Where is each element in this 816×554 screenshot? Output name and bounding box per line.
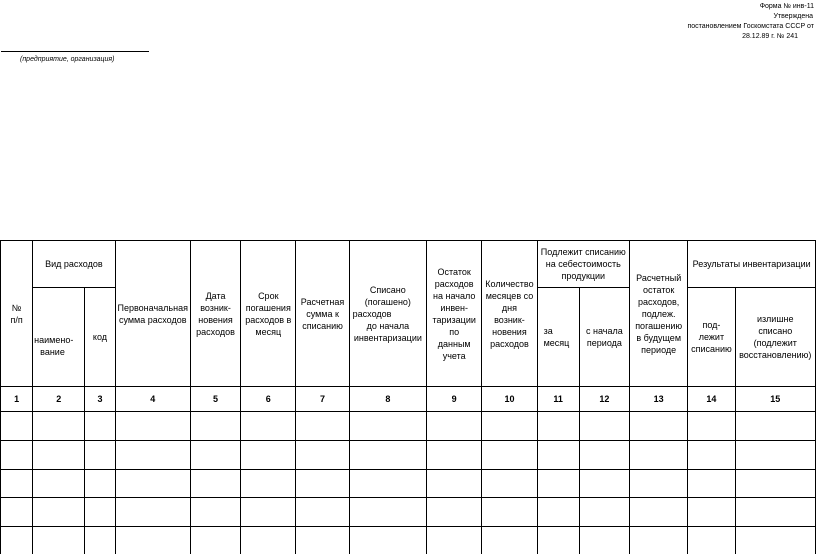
table-cell[interactable] (735, 470, 815, 498)
table-cell[interactable] (630, 527, 688, 554)
column-number: 12 (579, 387, 629, 412)
table-row (1, 470, 816, 498)
header-text: периоде (641, 344, 677, 355)
decree-line-2: 28.12.89 г. № 241 (742, 33, 798, 40)
header-text: возник- (200, 302, 231, 313)
column-number: 14 (688, 387, 735, 412)
header-text: расходов (196, 326, 235, 337)
header-text: наимено- (34, 335, 74, 345)
table-cell[interactable] (190, 412, 240, 441)
table-cell[interactable] (1, 470, 33, 498)
header-text: периода (586, 338, 622, 348)
header-expense-type: Вид расходов (33, 241, 115, 288)
table-cell[interactable] (579, 441, 629, 470)
table-cell[interactable] (1, 441, 33, 470)
table-cell[interactable] (688, 441, 735, 470)
table-cell[interactable] (482, 412, 537, 441)
header-text: расходов (352, 308, 392, 319)
header-text: п/п (10, 314, 23, 325)
header-text: таризации (432, 314, 476, 325)
header-to-be-written-off (688, 288, 735, 387)
header-text: Списано (369, 284, 406, 295)
header-initial-amount (115, 241, 190, 387)
column-numbers-row (1, 387, 816, 412)
header-text: излишне (757, 314, 794, 324)
table-cell[interactable] (33, 498, 85, 527)
header-subject-to-writeoff (537, 241, 629, 288)
header-text: списанию (691, 344, 732, 354)
table-cell[interactable] (482, 470, 537, 498)
column-number: 8 (349, 387, 426, 412)
header-repayment-term (241, 241, 296, 387)
table-cell[interactable] (33, 441, 85, 470)
table-cell[interactable] (115, 412, 190, 441)
header-text: Подлежит списанию (540, 247, 626, 257)
header-text: в будущем (636, 332, 682, 343)
table-cell[interactable] (33, 412, 85, 441)
table-cell[interactable] (85, 441, 115, 470)
header-text: погашению (635, 320, 683, 331)
table-cell[interactable] (579, 498, 629, 527)
table-cell[interactable] (115, 470, 190, 498)
header-written-off-before (349, 241, 426, 387)
header-text: погашения (245, 302, 291, 313)
header-text: расходов в (245, 314, 292, 325)
table-cell[interactable] (630, 470, 688, 498)
header-row-number (1, 241, 33, 387)
table-cell[interactable] (688, 498, 735, 527)
table-cell[interactable] (482, 441, 537, 470)
table-cell[interactable] (630, 412, 688, 441)
header-balance-at-start (427, 241, 482, 387)
header-text: списано (758, 326, 793, 336)
table-cell[interactable] (85, 527, 115, 554)
header-text: (подлежит (753, 338, 797, 348)
table-cell[interactable] (537, 498, 579, 527)
table-cell[interactable] (630, 441, 688, 470)
table-cell[interactable] (735, 527, 815, 554)
table-cell[interactable] (190, 498, 240, 527)
header-text: по (449, 326, 460, 337)
table-cell[interactable] (735, 412, 815, 441)
table-cell[interactable] (537, 441, 579, 470)
table-cell[interactable] (579, 527, 629, 554)
header-text: Остаток (437, 266, 471, 277)
table-cell[interactable] (579, 412, 629, 441)
table-row (1, 498, 816, 527)
table-cell[interactable] (427, 470, 482, 498)
header-text: данным (437, 338, 471, 349)
header-text: вание (40, 347, 65, 357)
table-cell[interactable] (296, 498, 349, 527)
header-text: расходов (490, 338, 529, 349)
header-text: новения (198, 314, 233, 325)
header-months-count (482, 241, 537, 387)
column-number: 13 (630, 387, 688, 412)
table-cell[interactable] (349, 412, 426, 441)
column-number: 2 (33, 387, 85, 412)
header-overly-written-off (735, 288, 815, 387)
table-cell[interactable] (85, 470, 115, 498)
table-row (1, 412, 816, 441)
table-cell[interactable] (241, 441, 296, 470)
header-text: Дата (205, 290, 226, 301)
table-cell[interactable] (427, 527, 482, 554)
header-text: новения (492, 326, 527, 337)
header-text: остаток (643, 284, 675, 295)
table-cell[interactable] (688, 412, 735, 441)
table-cell[interactable] (688, 527, 735, 554)
header-text: инвен- (440, 302, 468, 313)
table-cell[interactable] (296, 412, 349, 441)
header-estimated-balance (630, 241, 688, 387)
table-cell[interactable] (241, 498, 296, 527)
decree-line-1: постановлением Госкомстата СССР от (687, 23, 814, 30)
column-number: 15 (735, 387, 815, 412)
table-cell[interactable] (349, 441, 426, 470)
header-text: Количество (485, 278, 534, 289)
table-cell[interactable] (579, 470, 629, 498)
header-text: с начала (586, 326, 623, 336)
table-cell[interactable] (296, 441, 349, 470)
approval-label: Утверждена (773, 13, 813, 20)
table-cell[interactable] (115, 498, 190, 527)
table-cell[interactable] (85, 412, 115, 441)
table-cell[interactable] (33, 470, 85, 498)
table-cell[interactable] (630, 498, 688, 527)
organization-field-line[interactable] (1, 51, 149, 52)
header-since-period-start (579, 288, 629, 387)
table-cell[interactable] (241, 470, 296, 498)
table-cell[interactable] (688, 470, 735, 498)
header-text: инвентаризации (353, 332, 422, 343)
header-text: № (11, 302, 22, 313)
header-text: Расчетный (636, 272, 682, 283)
table-cell[interactable] (427, 441, 482, 470)
table-cell[interactable] (349, 470, 426, 498)
header-code: код (85, 288, 115, 387)
header-text: расходов, (638, 296, 680, 307)
table-cell[interactable] (241, 527, 296, 554)
table-cell[interactable] (190, 527, 240, 554)
header-text: Расчетная (300, 296, 345, 307)
column-number: 3 (85, 387, 115, 412)
header-text: за (543, 326, 553, 336)
column-number: 1 (1, 387, 33, 412)
table-cell[interactable] (1, 498, 33, 527)
organization-caption: (предприятие, организация) (20, 56, 115, 63)
header-per-month (537, 288, 579, 387)
header-inventory-results: Результаты инвентаризации (688, 241, 816, 288)
column-number: 7 (296, 387, 349, 412)
header-text: Срок (258, 290, 279, 301)
table-row (1, 441, 816, 470)
column-number: 10 (482, 387, 537, 412)
column-number: 5 (190, 387, 240, 412)
header-text: до начала (366, 320, 410, 331)
header-text: восстановлению) (739, 350, 812, 360)
table-cell[interactable] (349, 527, 426, 554)
column-number: 11 (537, 387, 579, 412)
table-cell[interactable] (482, 527, 537, 554)
header-text: списанию (302, 320, 343, 331)
table-cell[interactable] (241, 412, 296, 441)
header-text: сумма расходов (118, 314, 187, 325)
table-cell[interactable] (1, 412, 33, 441)
header-text: Первоначальная (117, 302, 188, 313)
header-text: месяц (255, 326, 282, 337)
header-text: под- (702, 320, 721, 330)
header-text: учета (442, 350, 466, 361)
table-cell[interactable] (349, 498, 426, 527)
header-text: возник- (494, 314, 525, 325)
table-cell[interactable] (427, 498, 482, 527)
header-text: подлеж. (641, 308, 676, 319)
table-cell[interactable] (296, 527, 349, 554)
table-cell[interactable] (296, 470, 349, 498)
column-number: 4 (115, 387, 190, 412)
header-text: на себестоимость (545, 259, 621, 269)
table-cell[interactable] (85, 498, 115, 527)
table-cell[interactable] (482, 498, 537, 527)
table-cell[interactable] (427, 412, 482, 441)
header-text: (погашено) (364, 296, 411, 307)
header-name (33, 288, 85, 387)
header-text: лежит (698, 332, 725, 342)
header-text: продукции (561, 271, 606, 281)
table-cell[interactable] (115, 527, 190, 554)
table-cell[interactable] (537, 527, 579, 554)
table-cell[interactable] (537, 470, 579, 498)
header-text: месяцев со (485, 290, 534, 301)
table-cell[interactable] (537, 412, 579, 441)
form-approval-block (644, 2, 814, 42)
header-text: расходов (434, 278, 474, 289)
table-cell[interactable] (33, 527, 85, 554)
header-text: дня (501, 302, 517, 313)
inventory-table (0, 240, 816, 554)
table-cell[interactable] (1, 527, 33, 554)
form-number: Форма № инв-11 (759, 3, 814, 10)
table-cell[interactable] (190, 441, 240, 470)
column-number: 6 (241, 387, 296, 412)
header-text: на начало (433, 290, 476, 301)
table-cell[interactable] (735, 498, 815, 527)
header-text: месяц (543, 338, 570, 348)
header-occurrence-date (190, 241, 240, 387)
column-number: 9 (427, 387, 482, 412)
table-cell[interactable] (190, 470, 240, 498)
table-cell[interactable] (735, 441, 815, 470)
table-cell[interactable] (115, 441, 190, 470)
header-text: сумма к (306, 308, 339, 319)
header-estimated-writeoff (296, 241, 349, 387)
table-row (1, 527, 816, 554)
